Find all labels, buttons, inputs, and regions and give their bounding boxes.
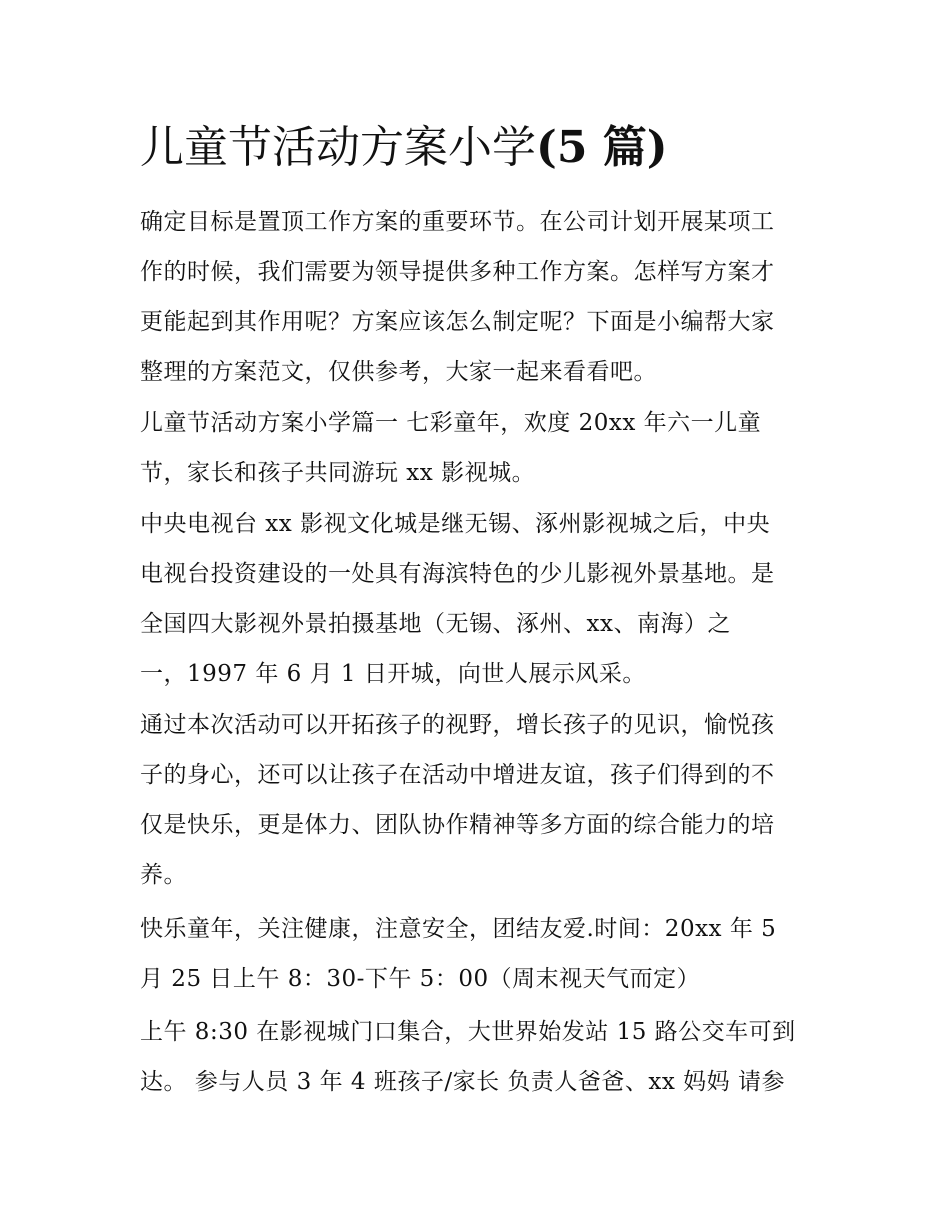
body-line: 作的时候，我们需要为领导提供多种工作方案。怎样写方案才 [140, 259, 775, 285]
body-line: 更能起到其作用呢？方案应该怎么制定呢？下面是小编帮大家 [140, 309, 775, 335]
body-line: 上午 8:30 在影视城门口集合，大世界始发站 15 路公交车可到 [140, 1019, 796, 1045]
body-line: 确定目标是置顶工作方案的重要环节。在公司计划开展某项工 [140, 209, 775, 235]
title-suffix: (5 篇) [536, 122, 668, 173]
body-line: 电视台投资建设的一处具有海滨特色的少儿影视外景基地。是 [140, 561, 775, 587]
body-line: 一，1997 年 6 月 1 日开城，向世人展示风采。 [140, 661, 646, 687]
body-line: 子的身心，还可以让孩子在活动中增进友谊，孩子们得到的不 [140, 762, 775, 788]
body-line: 达。 参与人员 3 年 4 班孩子/家长 负责人爸爸、xx 妈妈 请参 [140, 1069, 785, 1095]
body-line: 仅是快乐，更是体力、团队协作精神等多方面的综合能力的培 [140, 812, 775, 838]
body-line: 整理的方案范文，仅供参考，大家一起来看看吧。 [140, 359, 657, 385]
title-main: 儿童节活动方案小学 [140, 122, 536, 173]
body-line: 全国四大影视外景拍摄基地（无锡、涿州、xx、南海）之 [140, 611, 731, 637]
body-line: 儿童节活动方案小学篇一 七彩童年，欢度 20xx 年六一儿童 [140, 410, 762, 436]
document-title [140, 118, 830, 178]
body-line: 快乐童年，关注健康，注意安全，团结友爱.时间：20xx 年 5 [140, 916, 777, 942]
body-line: 中央电视台 xx 影视文化城是继无锡、涿州影视城之后，中央 [140, 511, 771, 537]
body-line: 养。 [140, 862, 187, 888]
body-line: 通过本次活动可以开拓孩子的视野，增长孩子的见识，愉悦孩 [140, 712, 775, 738]
body-line: 月 25 日上午 8：30-下午 5：00（周末视天气而定） [140, 966, 701, 992]
body-line: 节，家长和孩子共同游玩 xx 影视城。 [140, 460, 536, 486]
